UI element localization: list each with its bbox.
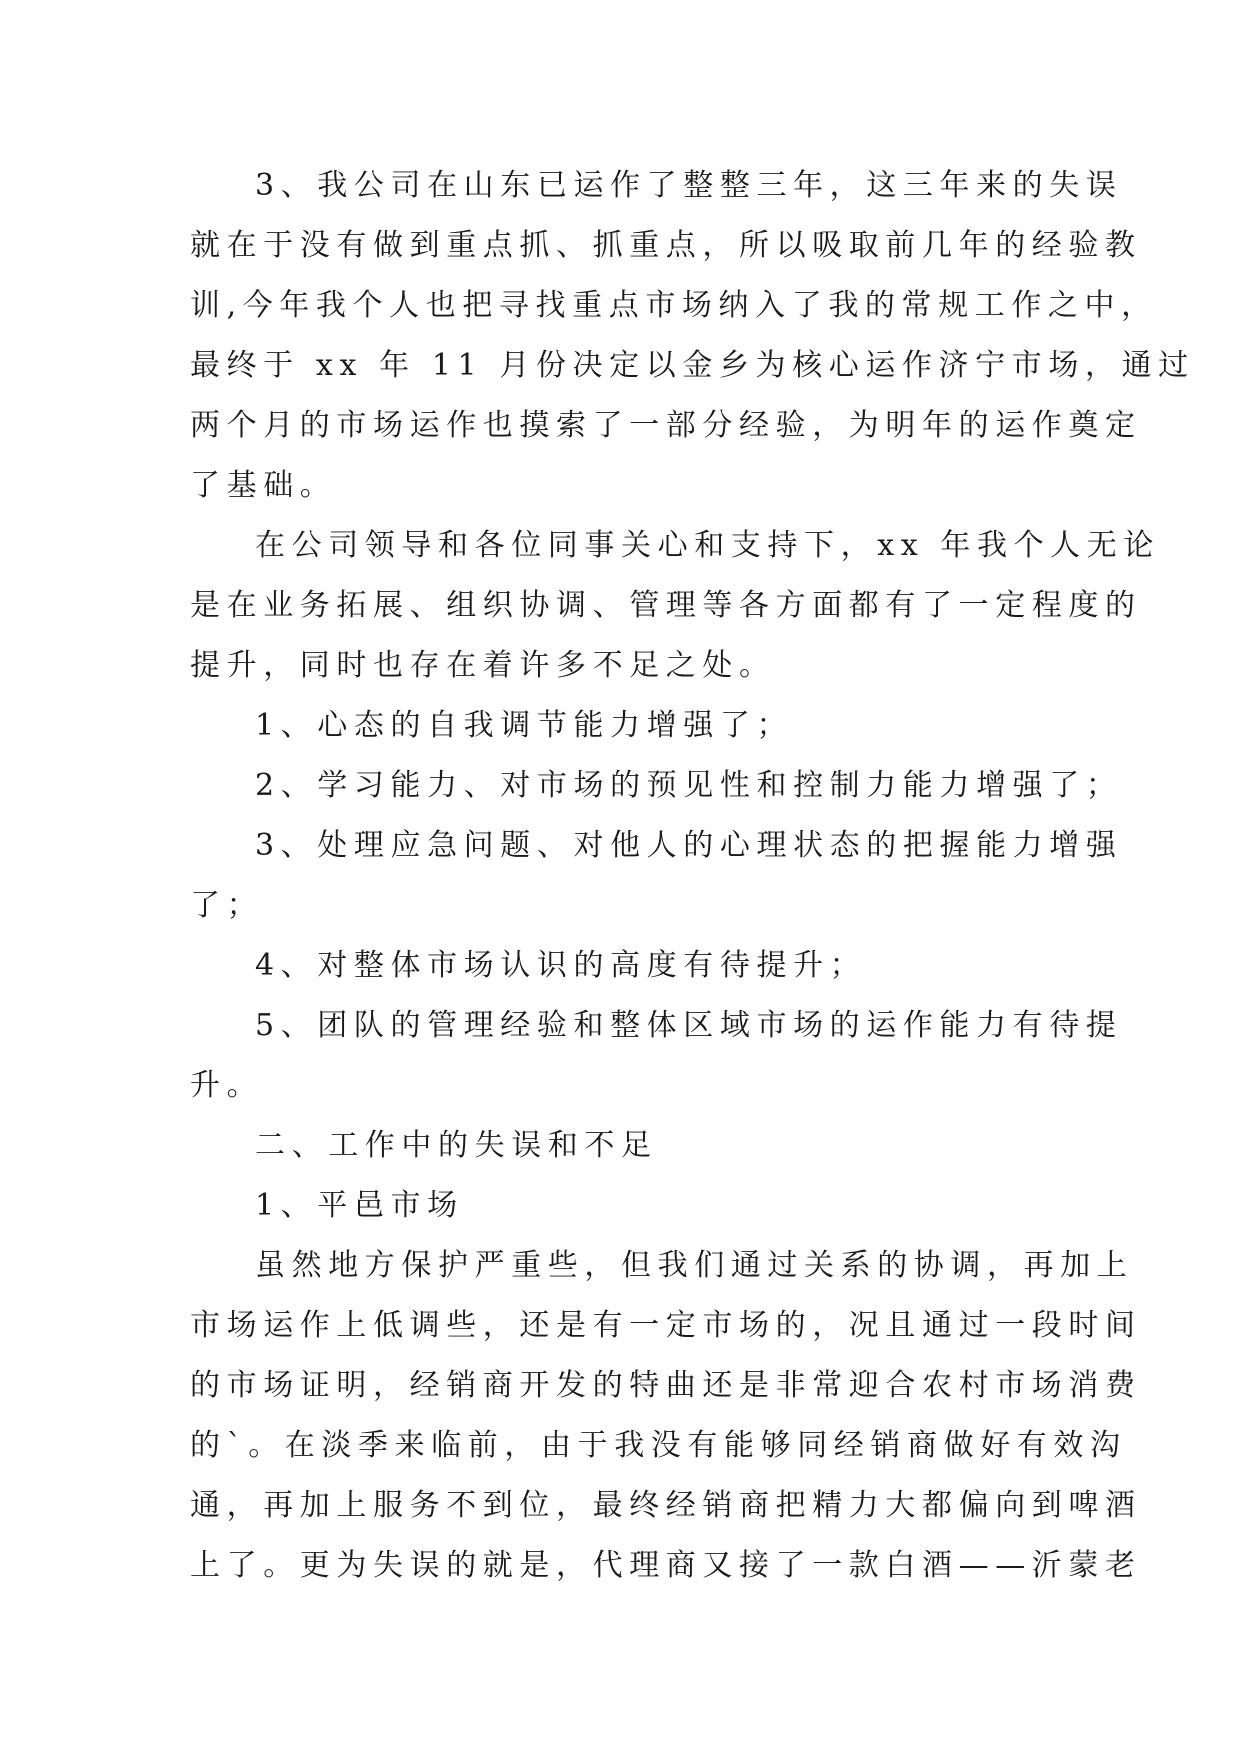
paragraph-line: 最终于 xx 年 11 月份决定以金乡为核心运作济宁市场，通过: [190, 348, 1195, 383]
section-heading: 二、工作中的失误和不足: [255, 1128, 658, 1163]
paragraph-line: 就在于没有做到重点抓、抓重点，所以吸取前几年的经验教: [190, 228, 1142, 263]
list-item: 5、团队的管理经验和整体区域市场的运作能力有待提: [255, 1008, 1123, 1043]
paragraph-line: 的市场证明，经销商开发的特曲还是非常迎合农村市场消费: [190, 1368, 1142, 1403]
paragraph-line: 提升，同时也存在着许多不足之处。: [190, 648, 776, 683]
list-item: 1、心态的自我调节能力增强了；: [255, 708, 794, 743]
paragraph-line: 了基础。: [190, 468, 337, 503]
paragraph-line: 训,今年我个人也把寻找重点市场纳入了我的常规工作之中，: [190, 288, 1158, 323]
paragraph-line: 市场运作上低调些，还是有一定市场的，况且通过一段时间: [190, 1308, 1142, 1343]
paragraph-line: 虽然地方保护严重些，但我们通过关系的协调，再加上: [255, 1248, 1134, 1283]
subsection-heading: 1、平邑市场: [255, 1188, 464, 1223]
paragraph-line: 3、我公司在山东已运作了整整三年，这三年来的失误: [255, 168, 1123, 203]
list-item-continuation: 升。: [190, 1068, 264, 1103]
paragraph-line: 通，再加上服务不到位，最终经销商把精力大都偏向到啤酒: [190, 1488, 1142, 1523]
paragraph-line: 两个月的市场运作也摸索了一部分经验，为明年的运作奠定: [190, 408, 1142, 443]
list-item: 2、学习能力、对市场的预见性和控制力能力增强了；: [255, 768, 1123, 803]
list-item: 3、处理应急问题、对他人的心理状态的把握能力增强: [255, 828, 1123, 863]
list-item-continuation: 了；: [190, 888, 264, 923]
paragraph-line: 的`。在淡季来临前，由于我没有能够同经销商做好有效沟: [190, 1428, 1127, 1463]
paragraph-line: 在公司领导和各位同事关心和支持下，xx 年我个人无论: [255, 528, 1160, 563]
list-item: 4、对整体市场认识的高度有待提升；: [255, 948, 867, 983]
paragraph-line: 上了。更为失误的就是，代理商又接了一款白酒——沂蒙老: [190, 1548, 1142, 1583]
paragraph-line: 是在业务拓展、组织协调、管理等各方面都有了一定程度的: [190, 588, 1142, 623]
